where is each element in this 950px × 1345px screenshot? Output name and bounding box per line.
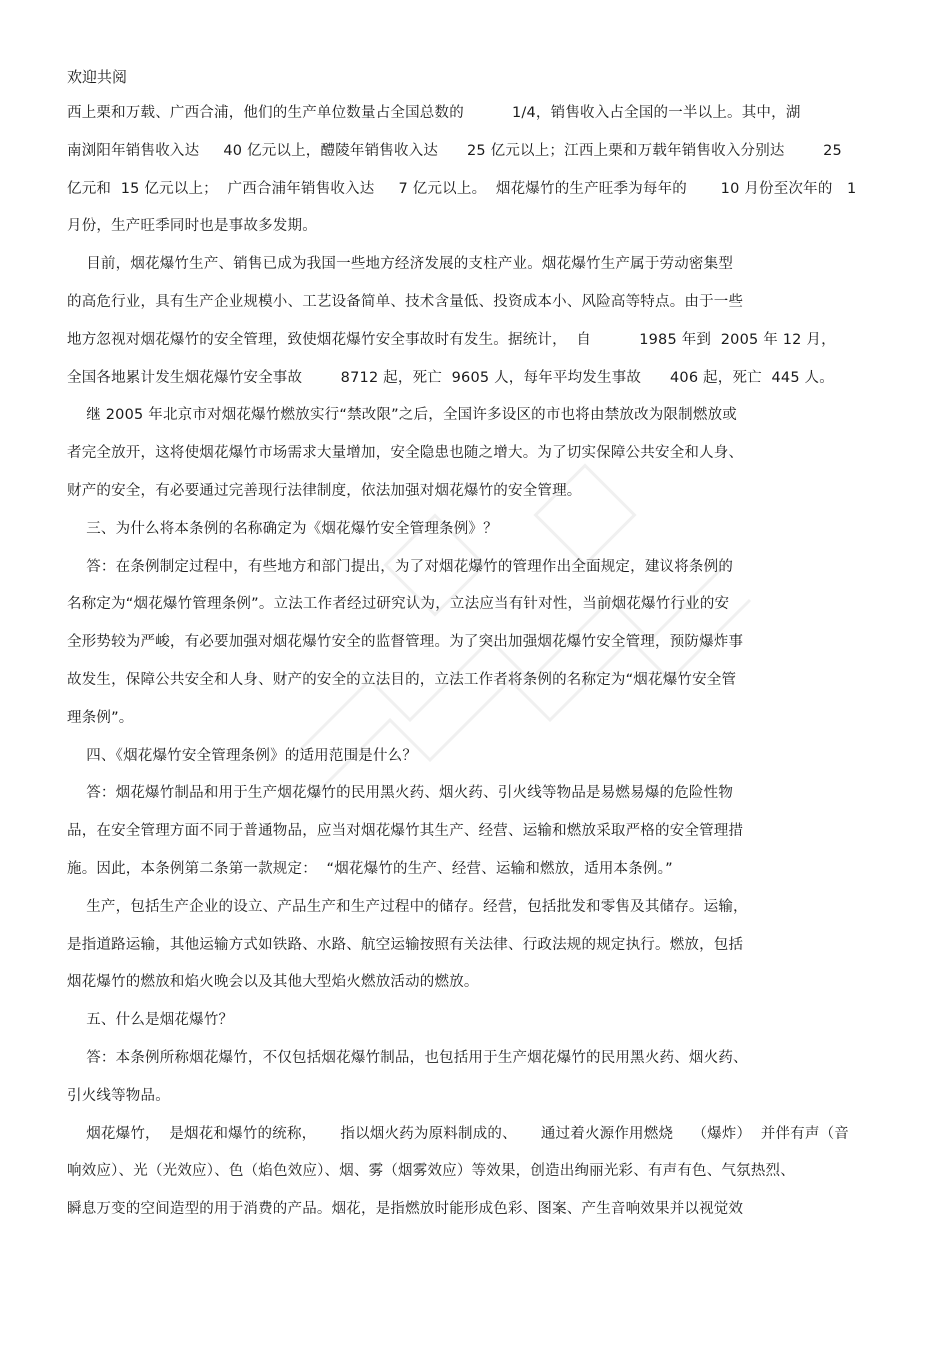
- text-line: 三、为什么将本条例的名称确定为《烟花爆竹安全管理条例》？: [67, 520, 498, 537]
- text-line: 答：在条例制定过程中，有些地方和部门提出，为了对烟花爆竹的管理作出全面规定，建议将条例的: [67, 558, 734, 575]
- text-line: 者完全放开，这将使烟花爆竹市场需求大量增加，安全隐患也随之增大。为了切实保障公共安全和人身、: [67, 445, 744, 462]
- text-line: 财产的安全，有必要通过完善现行法律制度，依法加强对烟花爆竹的安全管理。: [67, 483, 582, 499]
- text-line: 月份，生产旺季同时也是事故多发期。: [67, 218, 317, 235]
- text-line: 响效应）、光（光效应）、色（焰色效应）、烟、雾（烟雾效应）等效果，创造出绚丽光彩、有声有色、气氛热烈、: [67, 1163, 795, 1180]
- text-line: 地方忽视对烟花爆竹的安全管理，致使烟花爆竹安全事故时有发生。据统计， 自 1985 年到 2005 年 12 月，: [67, 331, 836, 348]
- text-line: 西上栗和万载、广西合浦，他们的生产单位数量占全国总数的 1/4，销售收入占全国的一半以上。其中，湖: [67, 105, 801, 121]
- text-line: 生产，包括生产企业的设立、产品生产和生产过程中的储存。经营，包括批发和零售及其储存。运输，: [67, 898, 748, 915]
- text-line: 四、《烟花爆竹安全管理条例》的适用范围是什么？: [67, 747, 418, 764]
- text-line: 名称定为“烟花爆竹管理条例”。立法工作者经过研究认为，立法应当有针对性，当前烟花爆竹行业的安: [67, 596, 730, 613]
- text-line: 继 2005 年北京市对烟花爆竹燃放实行“禁改限”之后，全国许多设区的市也将由禁放改为限制燃放或: [67, 407, 737, 424]
- text-line: 品，在安全管理方面不同于普通物品，应当对烟花爆竹其生产、经营、运输和燃放采取严格的安全管理措: [67, 823, 744, 840]
- text-line: 亿元和 15 亿元以上； 广西合浦年销售收入达 7 亿元以上。 烟花爆竹的生产旺季为每年的 10 月份至次年的 1: [67, 180, 857, 197]
- text-line: 施。因此，本条例第二条第一款规定： “烟花爆竹的生产、经营、运输和燃放，适用本条例。”: [67, 861, 673, 877]
- text-line: 是指道路运输，其他运输方式如铁路、水路、航空运输按照有关法律、行政法规的规定执行。燃放，包括: [67, 936, 744, 953]
- text-line: 全国各地累计发生烟花爆竹安全事故 8712 起，死亡 9605 人，每年平均发生事故 406 起，死亡 445 人。: [67, 369, 834, 386]
- text-line: 故发生，保障公共安全和人身、财产的安全的立法目的，立法工作者将条例的名称定为“烟花爆竹安全管: [67, 672, 737, 688]
- text-line: 五、什么是烟花爆竹？: [67, 1012, 234, 1029]
- text-line: 的高危行业，具有生产企业规模小、工艺设备简单、技术含量低、投资成本小、风险高等特点。由于一些: [67, 294, 744, 310]
- text-line: 烟花爆竹的燃放和焰火晚会以及其他大型焰火燃放活动的燃放。: [67, 974, 479, 991]
- page-header: 欢迎共阅: [67, 68, 128, 86]
- text-line: 引火线等物品。: [67, 1087, 170, 1104]
- text-line: 全形势较为严峻，有必要加强对烟花爆竹安全的监督管理。为了突出加强烟花爆竹安全管理，预防爆炸事: [67, 634, 744, 651]
- text-line: 南浏阳年销售收入达 40 亿元以上，醴陵年销售收入达 25 亿元以上；江西上栗和万载年销售收入分别达 25: [67, 142, 842, 159]
- text-line: 瞬息万变的空间造型的用于消费的产品。烟花，是指燃放时能形成色彩、图案、产生音响效果并以视觉效: [67, 1201, 744, 1218]
- text-line: 答：烟花爆竹制品和用于生产烟花爆竹的民用黑火药、烟火药、引火线等物品是易燃易爆的危险性物: [67, 785, 734, 802]
- text-line: 答：本条例所称烟花爆竹，不仅包括烟花爆竹制品，也包括用于生产烟花爆竹的民用黑火药、烟火药、: [67, 1050, 748, 1066]
- text-line: 烟花爆竹， 是烟花和爆竹的统称， 指以烟火药为原料制成的、 通过着火源作用燃烧 （爆炸） 并伴有声（音: [67, 1125, 849, 1142]
- text-line: 目前，烟花爆竹生产、销售已成为我国一些地方经济发展的支柱产业。烟花爆竹生产属于劳动密集型: [67, 256, 734, 273]
- text-line: 理条例”。: [67, 709, 134, 726]
